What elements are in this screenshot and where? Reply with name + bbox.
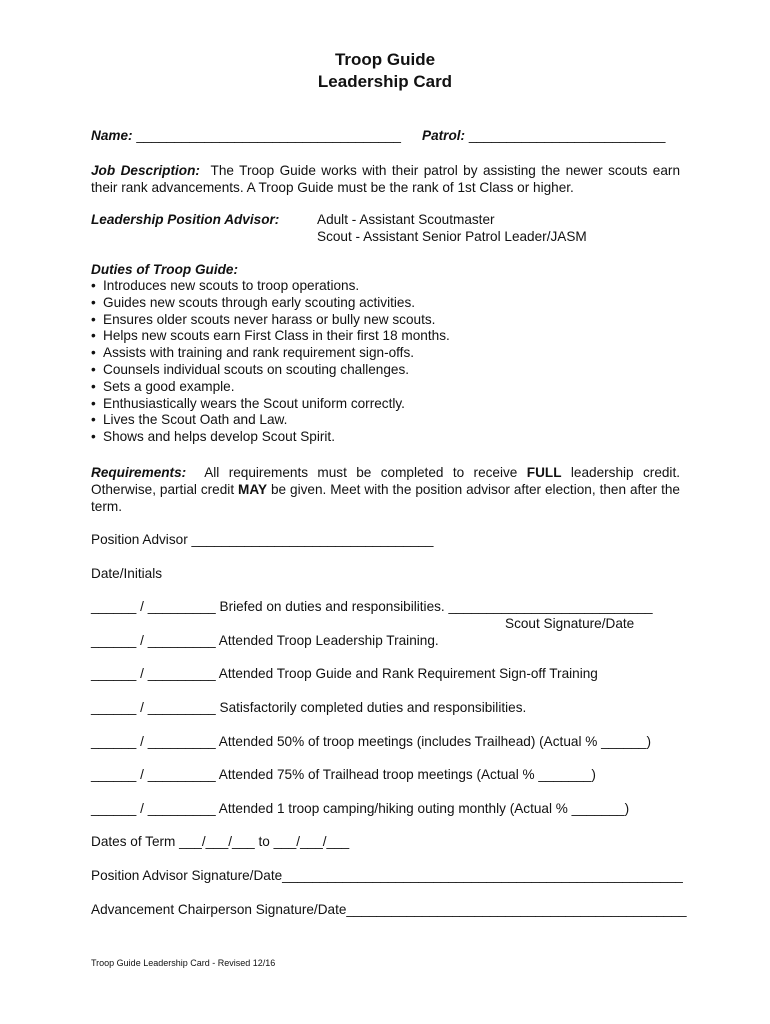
name-line: ___________________________________ bbox=[136, 128, 401, 143]
requirements: Requirements: All requirements must be completed to receive FULL leadership credit. Otherwise, partial credit MAY be given. Meet with the position advisor after election, then after the term. bbox=[91, 465, 681, 514]
list-item: • Ensures older scouts never harass or bully new scouts. bbox=[91, 311, 436, 327]
may-emphasis: MAY bbox=[238, 482, 268, 497]
chair-signature-field[interactable]: Advancement Chairperson Signature/Date_____________________________________________ bbox=[91, 902, 687, 917]
job-description-text: The Troop Guide works with their patrol by assisting the newer scouts earn their rank advancements. A Troop Guide must be the rank of 1st Class or higher. bbox=[91, 163, 681, 195]
full-emphasis: FULL bbox=[526, 465, 562, 480]
list-item: • Guides new scouts through early scouting activities. bbox=[91, 294, 416, 310]
list-item: • Introduces new scouts to troop operations. bbox=[91, 278, 360, 293]
checklist-row[interactable]: ______ / _________ Attended 1 troop camping/hiking outing monthly (Actual % _______) bbox=[91, 801, 630, 816]
checklist-row[interactable]: ______ / _________ Attended 75% of Trailhead troop meetings (Actual % _______) bbox=[91, 767, 596, 782]
list-item: • Assists with training and rank requirement sign-offs. bbox=[91, 345, 415, 361]
list-item: • Enthusiastically wears the Scout uniform correctly. bbox=[91, 395, 405, 411]
patrol-line: __________________________ bbox=[468, 128, 666, 143]
advisor-label: Leadership Position Advisor: bbox=[91, 212, 280, 227]
checklist-row[interactable]: ______ / _________ Satisfactorily completed duties and responsibilities. bbox=[91, 700, 527, 715]
patrol-label: Patrol: bbox=[422, 128, 466, 143]
dates-of-term-field[interactable]: Dates of Term ___/___/___ to ___/___/___ bbox=[91, 834, 350, 849]
patrol-field[interactable] bbox=[422, 128, 665, 143]
checklist-row[interactable]: ______ / _________ Attended 50% of troop meetings (includes Trailhead) (Actual % ______) bbox=[91, 734, 651, 749]
list-item: • Lives the Scout Oath and Law. bbox=[91, 412, 288, 428]
advisor-scout: Scout - Assistant Senior Patrol Leader/JASM bbox=[317, 229, 587, 244]
advisor-adult: Adult - Assistant Scoutmaster bbox=[317, 212, 495, 227]
list-item: • Shows and helps develop Scout Spirit. bbox=[91, 429, 335, 445]
title-line-1: Troop Guide bbox=[334, 50, 436, 69]
advisor-signature-field[interactable]: Position Advisor Signature/Date_____________________________________________________ bbox=[91, 868, 683, 883]
list-item: • Sets a good example. bbox=[91, 378, 235, 394]
scout-signature-label: Scout Signature/Date bbox=[505, 616, 635, 631]
footer-text: Troop Guide Leadership Card - Revised 12/16 bbox=[91, 958, 276, 968]
list-item: • Helps new scouts earn First Class in their first 18 months. bbox=[91, 328, 450, 344]
list-item: • Counsels individual scouts on scouting challenges. bbox=[91, 361, 410, 377]
requirements-label: Requirements: bbox=[91, 465, 187, 480]
name-label: Name: bbox=[91, 128, 133, 143]
position-advisor-field[interactable]: Position Advisor ________________________________ bbox=[91, 532, 434, 547]
job-description bbox=[91, 162, 680, 196]
date-initials-heading: Date/Initials bbox=[91, 566, 163, 581]
checklist-row[interactable]: ______ / _________ Briefed on duties and responsibilities. ___________________________ bbox=[91, 599, 653, 614]
checklist-row[interactable]: ______ / _________ Attended Troop Leadership Training. bbox=[91, 633, 439, 648]
duties-list bbox=[91, 278, 450, 446]
duties-heading: Duties of Troop Guide: bbox=[91, 262, 239, 277]
name-field[interactable] bbox=[91, 128, 401, 143]
job-description-label: Job Description: bbox=[91, 163, 200, 178]
title-line-2: Leadership Card bbox=[317, 72, 453, 91]
checklist-row[interactable]: ______ / _________ Attended Troop Guide and Rank Requirement Sign-off Training bbox=[91, 666, 598, 681]
